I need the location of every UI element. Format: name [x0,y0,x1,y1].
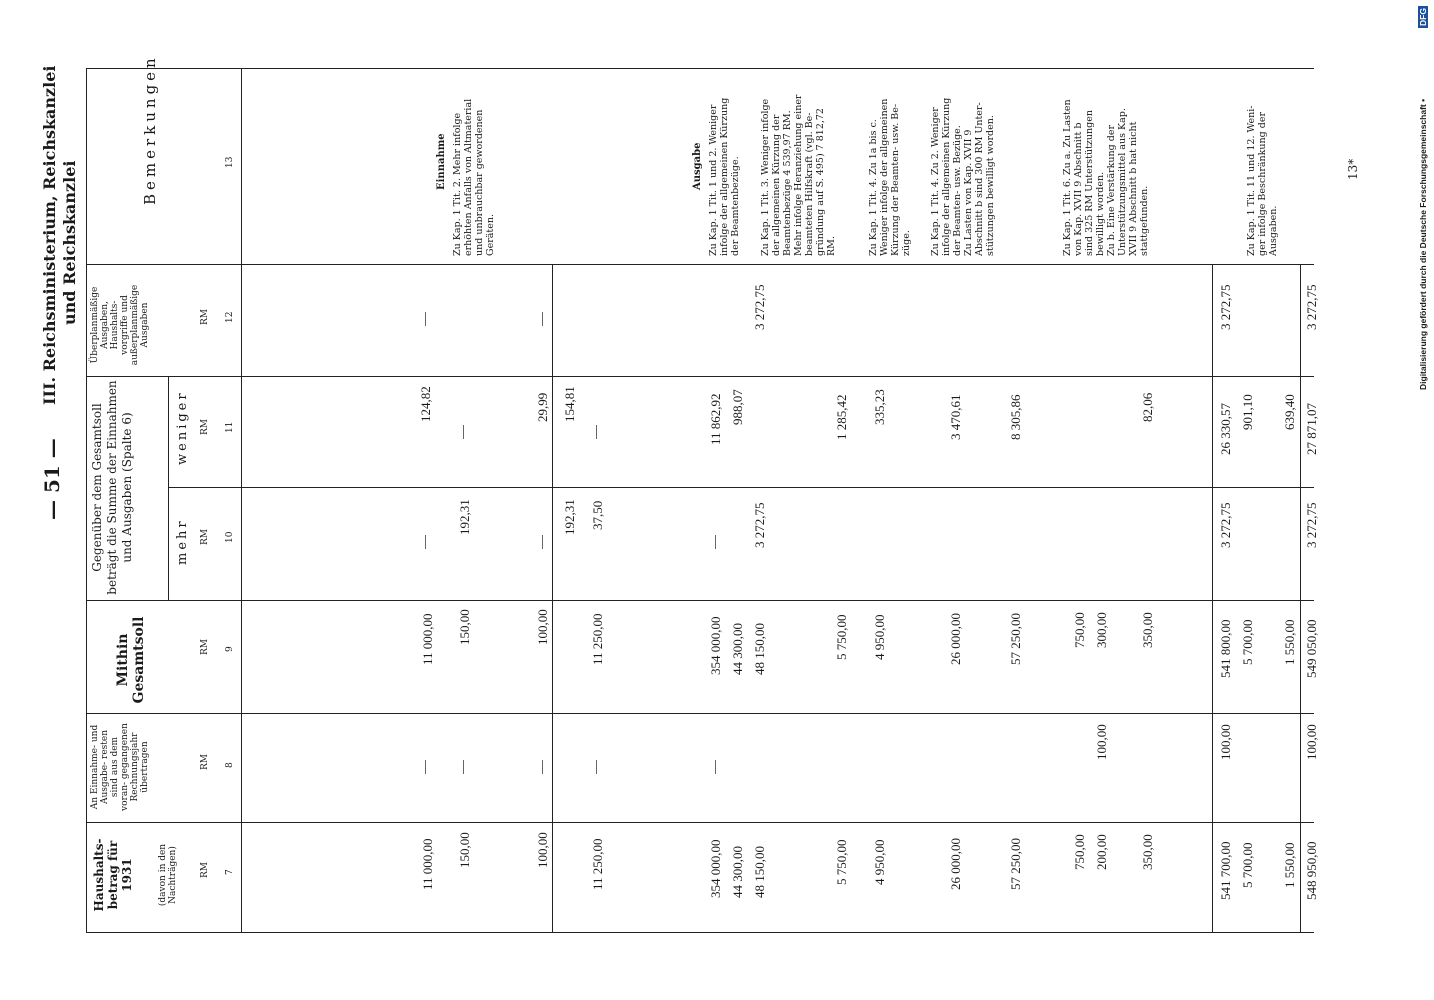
col9-value: 100,00 [535,609,550,645]
remark-tit4b: Zu Kap. 1 Tit. 4. Zu 2. Weniger infolge der allgemeinen Kürzung der Beamten- usw. Bezüge. Zu Lasten von Kap. XVII 9 Abschnitt b sind 300 RM Unter- stützungen bewilligt worden. [930,97,996,256]
col10-11-title: Gegenüber dem Gesamtsoll beträgt die Summe der Einnahmen und Ausgaben (Spalte 6) [90,380,134,595]
col9-value: 44 300,00 [730,623,745,675]
rule-total-1 [1212,264,1213,932]
col9-value: 11 000,00 [420,613,435,665]
col9-value: 750,00 [1072,612,1087,648]
col12-number: 12 [225,311,235,323]
col8-unit: RM [200,754,210,770]
remark-einnahme: Zu Kap. 1 Tit. 2. Mehr infolge erhöhten Anfalls von Altmaterial und unbrauchbar gewordenen Geräten. [452,98,496,256]
col10-value: 192,31 [457,499,472,535]
col9-total: 549 050,00 [1304,619,1319,678]
col10-total: 3 272,75 [1304,502,1319,548]
col7-number: 7 [225,869,235,875]
col11-number: 11 [225,421,235,433]
col10-value: 3 272,75 [1218,502,1233,548]
col7-value: 200,00 [1094,834,1109,870]
footer-mark: 13* [1346,158,1360,180]
dash-mark [715,535,716,549]
col9-value: 350,00 [1140,612,1155,648]
col11-unit: RM [200,419,210,435]
col13-number: 13 [225,156,235,168]
col10-value: 3 272,75 [752,502,767,548]
remark-tit4: Zu Kap. 1 Tit. 4. Zu 1a bis c. Weniger infolge der allgemeinen Kürzung der Beamten- usw. Be- züge. [868,98,912,256]
col7-value: 48 150,00 [752,846,767,898]
col10-number: 10 [225,531,235,543]
rule-col8-9 [86,713,1314,714]
col11-value: 124,82 [418,386,433,422]
dash-mark [596,760,597,774]
rule-col9-10 [86,600,1314,601]
dash-mark [596,425,597,439]
col11-value: 335,23 [872,389,887,425]
section-title: III. Reichsministerium, Reichskanzlei [40,65,59,405]
dash-mark [425,535,426,549]
remark-tit3: Zu Kap. 1 Tit. 3. Weniger infolge der allgemeinen Kürzung der Beamtenbezüge 4 539,97 RM. Mehr infolge Heranziehung einer beamteten Hilfskraft (vgl. Be- gründung auf S. 495) 7 812,72 RM. [760,94,837,256]
col11-value: 1 285,42 [834,394,849,440]
col12-unit: RM [200,309,210,325]
col11-value: 29,99 [535,392,550,422]
rule-header-left [86,68,87,932]
col7-value: 5 750,00 [834,839,849,885]
col9-value: 26 000,00 [948,613,963,665]
col7-value: 57 250,00 [1008,838,1023,890]
col11-title: weniger [175,390,190,465]
col7-value: 750,00 [1072,834,1087,870]
col9-value: 57 250,00 [1008,613,1023,665]
dash-mark [425,312,426,326]
dash-mark [715,760,716,774]
col7-total: 548 950,00 [1304,841,1319,900]
col11-value: 988,07 [730,389,745,425]
col8-title: An Einnahme- und Ausgabe- resten sind aus dem voran- gegangenen Rechnungsjahr übertragen [90,723,150,811]
rule-header-bottom [241,68,242,932]
col7-title: Haushalts- betrag für 1931 [92,838,134,912]
col7-value: 350,00 [1140,834,1155,870]
col7-unit: RM [200,862,210,878]
col11-value: 154,81 [562,386,577,422]
rule-total-2 [1300,264,1301,932]
col9-unit: RM [200,639,210,655]
col9-value: 354 000,00 [708,616,723,675]
section-title-line2: und Reichskanzlei [60,160,79,325]
remark-tit6: Zu Kap. 1 Tit. 6. Zu a. Zu Lasten von Kap. XVII 9 Abschnitt b sind 325 RM Unterstützungen bewilligt worden. Zu b. Eine Verstärkung der Unterstützungsmittel aus Kap. XVII 9 Abschnitt b hat nicht stattgefunden. [1062,99,1150,256]
col11-value: 8 305,86 [1008,394,1023,440]
remark-tit1: Zu Kap. 1 Tit. 1 und 2. Weniger infolge der allgemeinen Kürzung der Beamtenbezüge. [708,97,741,256]
col8-total: 100,00 [1304,724,1319,760]
rule-col12-13 [86,264,1314,265]
col7-value: 11 000,00 [420,838,435,890]
col11-total: 27 871,07 [1304,403,1319,455]
rule-col11-12 [86,376,1314,377]
col8-value: 100,00 [1094,724,1109,760]
remark-ausgabe-title: Ausgabe [692,142,703,190]
col8-value: 100,00 [1218,724,1233,760]
col7-value: 150,00 [457,832,472,868]
col12-total: 3 272,75 [1304,284,1319,330]
rule-subhead [168,376,169,600]
col10-unit: RM [200,529,210,545]
col7-value: 100,00 [535,832,550,868]
col10-value: 192,31 [562,499,577,535]
rule-col7-8 [86,822,1314,823]
col12-title: Überplanmäßige Ausgaben, Haushalts- vorgriffe und außerplanmäßige Ausgaben [90,284,150,366]
col9-value: 5 700,00 [1240,619,1255,665]
rule-table-bottom [86,932,1314,933]
col7-value: 5 700,00 [1240,842,1255,888]
rule-section-1 [552,264,553,932]
remark-einnahme-title: Einnahme [436,133,447,190]
col9-number: 9 [225,646,235,652]
col11-value: 82,06 [1140,392,1155,422]
col7-value: 26 000,00 [948,838,963,890]
col9-value: 5 750,00 [834,614,849,660]
col11-value: 26 330,57 [1218,403,1233,455]
col9-title: Mithin Gesamtsoll [115,616,147,704]
col11-value: 3 470,61 [948,394,963,440]
rule-col10-11 [168,487,1314,488]
col7-subtitle: (davon in den Nachträgen) [158,843,178,907]
col11-value: 901,10 [1240,394,1255,430]
dfg-logo: DFG [1418,8,1428,26]
dash-mark [425,760,426,774]
dash-mark [463,760,464,774]
col9-value: 48 150,00 [752,623,767,675]
col7-value: 11 250,00 [590,838,605,890]
col9-value: 11 250,00 [590,613,605,665]
col7-value: 354 000,00 [708,839,723,898]
page-number: — 51 — [40,438,64,520]
col7-value: 541 700,00 [1218,841,1233,900]
dash-mark [542,535,543,549]
dash-mark [542,312,543,326]
remark-tit11: Zu Kap. 1 Tit. 11 und 12. Weni- ger infolge Beschränkung der Ausgaben. [1246,105,1279,256]
dash-mark [542,760,543,774]
col7-value: 4 950,00 [872,839,887,885]
col11-value: 639,40 [1282,394,1297,430]
dash-mark [463,425,464,439]
col7-value: 44 300,00 [730,846,745,898]
col9-value: 1 550,00 [1282,619,1297,665]
col9-value: 150,00 [457,609,472,645]
digitization-credit: Digitalisierung gefördert durch die Deutsche Forschungsgemeinschaft • [1418,98,1428,390]
col9-value: 300,00 [1094,612,1109,648]
col11-value: 11 862,92 [708,393,723,445]
col7-value: 1 550,00 [1282,842,1297,888]
col10-value: 37,50 [590,500,605,530]
rule-table-top [86,68,1314,69]
col12-value: 3 272,75 [1218,284,1233,330]
col13-title: Bemerkungen [141,54,159,205]
col10-title: mehr [175,518,190,565]
col12-value: 3 272,75 [752,284,767,330]
col9-value: 541 800,00 [1218,619,1233,678]
col9-value: 4 950,00 [872,614,887,660]
col8-number: 8 [225,762,235,768]
